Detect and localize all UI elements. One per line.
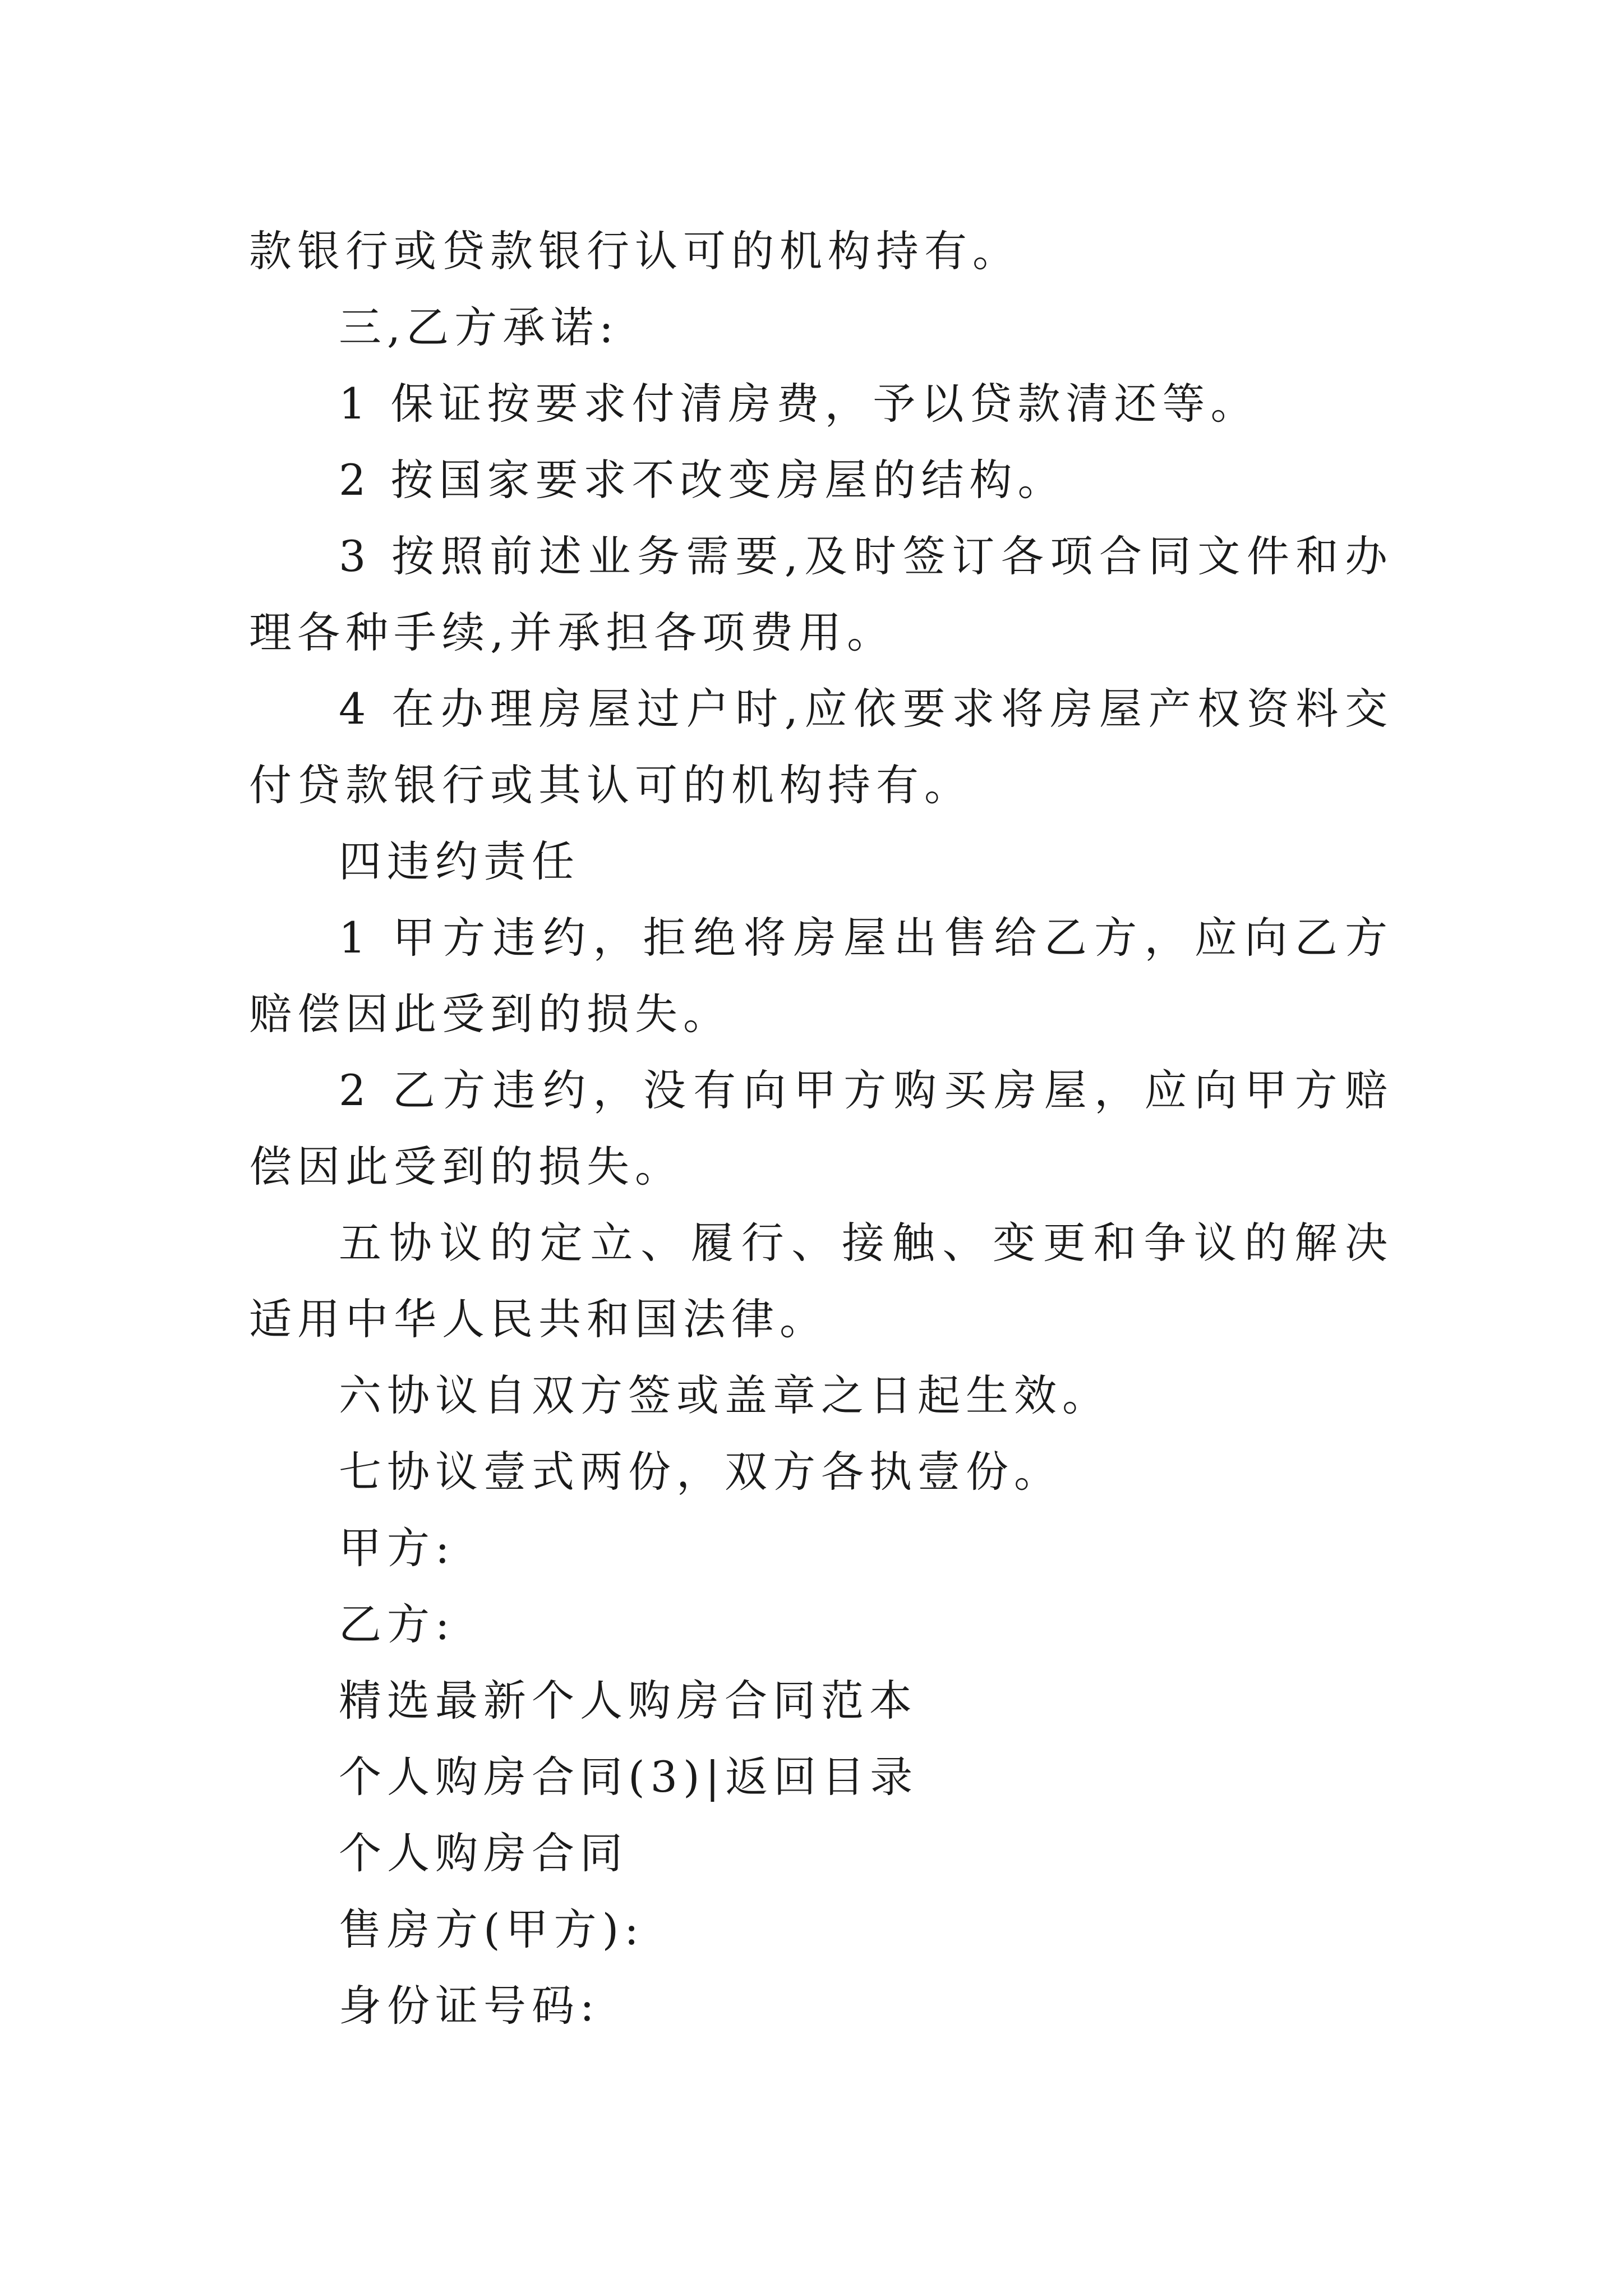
document-body [249,213,1393,2044]
paragraph: 六协议自双方签或盖章之日起生效。 [339,1370,1110,1420]
contract-heading-with-toc-link: 个人购房合同(3)|返回目录 [339,1752,919,1802]
seller-field: 售房方(甲方): [339,1904,644,1954]
paragraph: 七协议壹式两份，双方各执壹份。 [339,1447,1062,1497]
signature-party-a: 甲方: [339,1523,455,1573]
paragraph: 五协议的定立、履行、接触、变更和争议的解决适用中华人民共和国法律。 [249,1218,1393,1344]
section-heading: 四违约责任 [339,836,580,886]
document-title-line: 精选最新个人购房合同范本 [339,1676,917,1726]
paragraph: 款银行或贷款银行认可的机构持有。 [249,226,1021,276]
paragraph: 2 乙方违约，没有向甲方购买房屋，应向甲方赔偿因此受到的损失。 [249,1065,1393,1191]
signature-party-b: 乙方: [339,1599,455,1649]
paragraph: 1 保证按要求付清房费，予以贷款清还等。 [339,379,1259,429]
paragraph: 1 甲方违约，拒绝将房屋出售给乙方，应向乙方赔偿因此受到的损失。 [249,913,1393,1039]
paragraph: 2 按国家要求不改变房屋的结构。 [339,455,1066,505]
id-number-field: 身份证号码: [339,1981,600,2031]
paragraph: 4 在办理房屋过户时,应依要求将房屋产权资料交付贷款银行或其认可的机构持有。 [249,684,1393,810]
paragraph: 3 按照前述业务需要,及时签订各项合同文件和办理各种手续,并承担各项费用。 [249,531,1393,657]
contract-title: 个人购房合同 [339,1828,628,1878]
paragraph: 三,乙方承诺: [339,302,619,352]
